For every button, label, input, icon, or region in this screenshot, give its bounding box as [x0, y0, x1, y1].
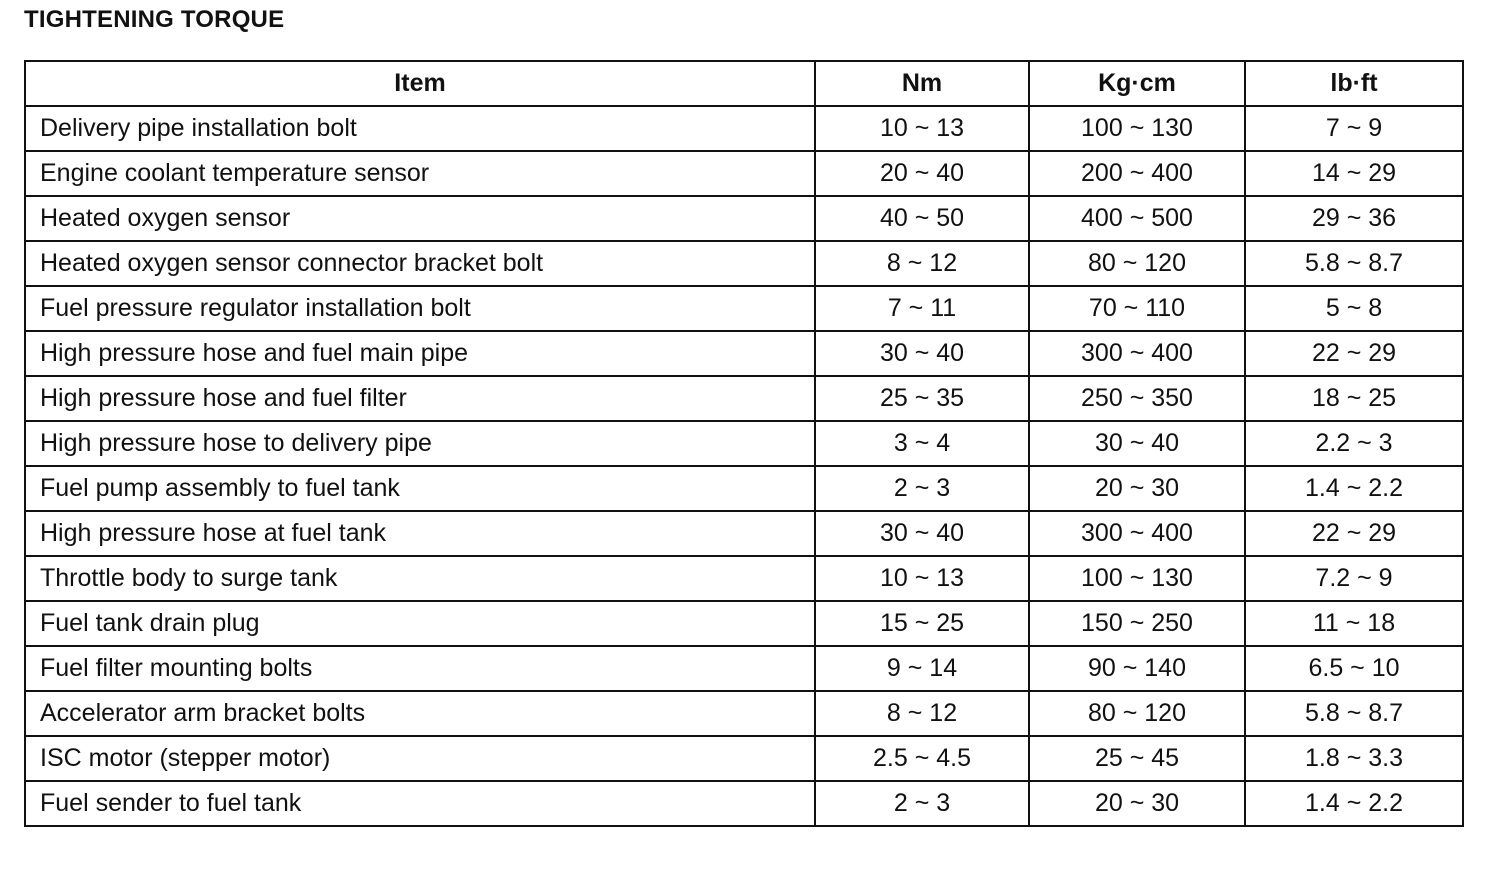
- lbft-cell: 5.8 ~ 8.7: [1245, 691, 1463, 736]
- item-cell: High pressure hose and fuel main pipe: [25, 331, 815, 376]
- nm-cell: 30 ~ 40: [815, 511, 1029, 556]
- page-title: TIGHTENING TORQUE: [24, 6, 285, 33]
- nm-cell: 25 ~ 35: [815, 376, 1029, 421]
- kgcm-cell: 20 ~ 30: [1029, 781, 1245, 826]
- table-row: [25, 511, 1463, 556]
- nm-cell: 9 ~ 14: [815, 646, 1029, 691]
- nm-cell: 2 ~ 3: [815, 781, 1029, 826]
- torque-table: [24, 60, 1464, 827]
- nm-cell: 30 ~ 40: [815, 331, 1029, 376]
- item-cell: Fuel tank drain plug: [25, 601, 815, 646]
- item-cell: High pressure hose at fuel tank: [25, 511, 815, 556]
- table-row: [25, 601, 1463, 646]
- item-cell: Fuel sender to fuel tank: [25, 781, 815, 826]
- nm-cell: 40 ~ 50: [815, 196, 1029, 241]
- item-cell: High pressure hose to delivery pipe: [25, 421, 815, 466]
- kgcm-cell: 70 ~ 110: [1029, 286, 1245, 331]
- item-cell: Delivery pipe installation bolt: [25, 106, 815, 151]
- table-row: [25, 421, 1463, 466]
- kgcm-cell: 150 ~ 250: [1029, 601, 1245, 646]
- lbft-cell: 1.4 ~ 2.2: [1245, 781, 1463, 826]
- table-row: [25, 781, 1463, 826]
- nm-cell: 8 ~ 12: [815, 241, 1029, 286]
- nm-cell: 15 ~ 25: [815, 601, 1029, 646]
- table-row: [25, 241, 1463, 286]
- kgcm-cell: 400 ~ 500: [1029, 196, 1245, 241]
- table-row: [25, 466, 1463, 511]
- kgcm-cell: 100 ~ 130: [1029, 556, 1245, 601]
- item-cell: Fuel filter mounting bolts: [25, 646, 815, 691]
- lbft-cell: 1.4 ~ 2.2: [1245, 466, 1463, 511]
- table-row: [25, 736, 1463, 781]
- table-row: [25, 556, 1463, 601]
- lbft-cell: 22 ~ 29: [1245, 511, 1463, 556]
- table-row: [25, 691, 1463, 736]
- kgcm-cell: 200 ~ 400: [1029, 151, 1245, 196]
- table-header-row: [25, 61, 1463, 106]
- table-row: [25, 376, 1463, 421]
- nm-cell: 10 ~ 13: [815, 556, 1029, 601]
- kgcm-cell: 25 ~ 45: [1029, 736, 1245, 781]
- table-row: [25, 196, 1463, 241]
- table-row: [25, 106, 1463, 151]
- kgcm-cell: 90 ~ 140: [1029, 646, 1245, 691]
- kgcm-cell: 300 ~ 400: [1029, 511, 1245, 556]
- kgcm-cell: 80 ~ 120: [1029, 241, 1245, 286]
- header-nm: Nm: [815, 61, 1029, 106]
- lbft-cell: 14 ~ 29: [1245, 151, 1463, 196]
- header-item: Item: [25, 61, 815, 106]
- lbft-cell: 11 ~ 18: [1245, 601, 1463, 646]
- kgcm-cell: 100 ~ 130: [1029, 106, 1245, 151]
- lbft-cell: 18 ~ 25: [1245, 376, 1463, 421]
- header-kgcm: Kg·cm: [1029, 61, 1245, 106]
- kgcm-cell: 20 ~ 30: [1029, 466, 1245, 511]
- nm-cell: 2.5 ~ 4.5: [815, 736, 1029, 781]
- item-cell: Accelerator arm bracket bolts: [25, 691, 815, 736]
- nm-cell: 7 ~ 11: [815, 286, 1029, 331]
- lbft-cell: 6.5 ~ 10: [1245, 646, 1463, 691]
- table-body: [25, 106, 1463, 826]
- kgcm-cell: 300 ~ 400: [1029, 331, 1245, 376]
- nm-cell: 10 ~ 13: [815, 106, 1029, 151]
- table-row: [25, 331, 1463, 376]
- lbft-cell: 2.2 ~ 3: [1245, 421, 1463, 466]
- lbft-cell: 1.8 ~ 3.3: [1245, 736, 1463, 781]
- table-row: [25, 286, 1463, 331]
- kgcm-cell: 30 ~ 40: [1029, 421, 1245, 466]
- lbft-cell: 5.8 ~ 8.7: [1245, 241, 1463, 286]
- lbft-cell: 29 ~ 36: [1245, 196, 1463, 241]
- table-row: [25, 151, 1463, 196]
- nm-cell: 3 ~ 4: [815, 421, 1029, 466]
- header-lbft: lb·ft: [1245, 61, 1463, 106]
- lbft-cell: 22 ~ 29: [1245, 331, 1463, 376]
- lbft-cell: 5 ~ 8: [1245, 286, 1463, 331]
- nm-cell: 20 ~ 40: [815, 151, 1029, 196]
- kgcm-cell: 80 ~ 120: [1029, 691, 1245, 736]
- item-cell: ISC motor (stepper motor): [25, 736, 815, 781]
- item-cell: Fuel pump assembly to fuel tank: [25, 466, 815, 511]
- item-cell: High pressure hose and fuel filter: [25, 376, 815, 421]
- nm-cell: 2 ~ 3: [815, 466, 1029, 511]
- lbft-cell: 7.2 ~ 9: [1245, 556, 1463, 601]
- lbft-cell: 7 ~ 9: [1245, 106, 1463, 151]
- item-cell: Heated oxygen sensor connector bracket bolt: [25, 241, 815, 286]
- item-cell: Throttle body to surge tank: [25, 556, 815, 601]
- nm-cell: 8 ~ 12: [815, 691, 1029, 736]
- item-cell: Fuel pressure regulator installation bolt: [25, 286, 815, 331]
- table-row: [25, 646, 1463, 691]
- item-cell: Heated oxygen sensor: [25, 196, 815, 241]
- kgcm-cell: 250 ~ 350: [1029, 376, 1245, 421]
- item-cell: Engine coolant temperature sensor: [25, 151, 815, 196]
